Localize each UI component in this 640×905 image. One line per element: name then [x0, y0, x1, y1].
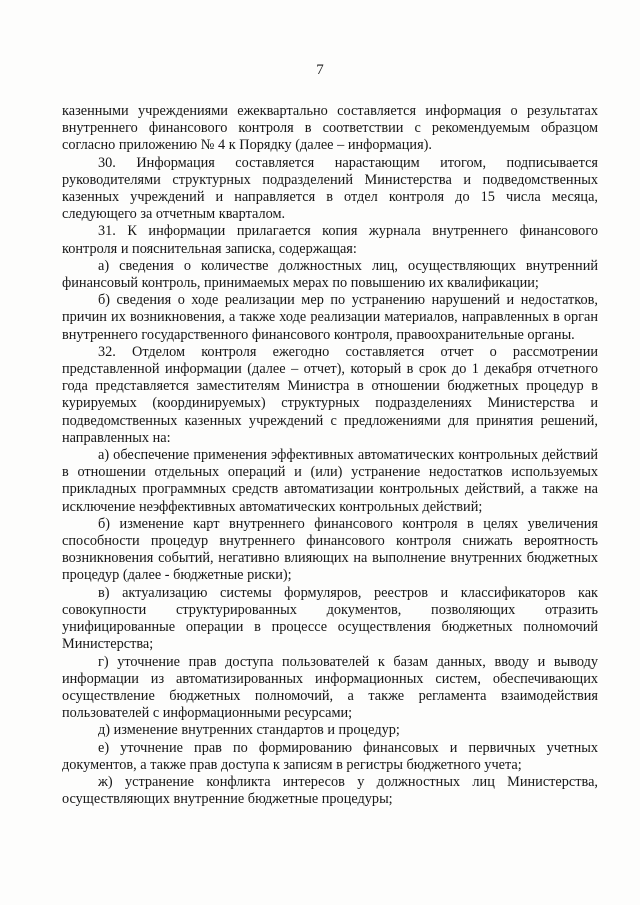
paragraph-32-item-e: е) уточнение прав по формированию финансовых и первичных учетных документов, а также прав доступа к записям в регистры бюджетного учета; — [62, 739, 598, 773]
paragraph-32-item-a: а) обеспечение применения эффективных автоматических контрольных действий в отношении отдельных операций и (или) устранение недостатков используемых прикладных программных средств автоматизации контрольных действий, а также на исключение неэффективных автоматических контрольных действий; — [62, 447, 598, 515]
page-number: 7 — [316, 62, 324, 78]
paragraph-30: 30. Информация составляется нарастающим итогом, подписывается руководителями структурных подразделений Министерства и подведомственных казенных учреждений и направляется в отдел контроля до 15 числа месяца, следующего за отчетным кварталом. — [62, 154, 598, 223]
paragraph-continuation: казенными учреждениями ежеквартально составляется информация о результатах внутреннего финансового контроля в соответствии с рекомендуемым образцом согласно приложению № 4 к Порядку (далее – информация). — [62, 103, 598, 154]
paragraph-31-item-b: б) сведения о ходе реализации мер по устранению нарушений и недостатков, причин их возникновения, а также ходе реализации материалов, направленных в орган внутреннего государственного финансового контроля, правоохранительные органы. — [62, 292, 598, 343]
paragraph-32-item-zh: ж) устранение конфликта интересов у должностных лиц Министерства, осуществляющих внутренние бюджетные процедуры; — [62, 773, 598, 808]
paragraph-31: 31. К информации прилагается копия журнала внутреннего финансового контроля и пояснительная записка, содержащая: — [62, 223, 598, 257]
document-body — [62, 103, 598, 808]
paragraph-31-item-a: а) сведения о количестве должностных лиц, осуществляющих внутренний финансовый контроль, принимаемых мерах по повышению их квалификации; — [62, 257, 598, 292]
paragraph-32-item-d: д) изменение внутренних стандартов и процедур; — [98, 722, 400, 739]
paragraph-32: 32. Отделом контроля ежегодно составляется отчет о рассмотрении представленной информации (далее – отчет), который в срок до 1 декабря отчетного года представляется заместителям Министра в отношении бюджетных процедур в курируемых (координируемых) структурных подразделениях Министерства и подведомственных казенных учреждений с предложениями для принятия решений, направленных на: — [62, 343, 598, 446]
paragraph-32-item-b: б) изменение карт внутреннего финансового контроля в целях увеличения способности процедур внутреннего финансового контроля снижать вероятность возникновения событий, негативно влияющих на выполнение внутренних бюджетных процедур (далее - бюджетные риски); — [62, 515, 598, 584]
paragraph-32-item-g: г) уточнение прав доступа пользователей к базам данных, вводу и выводу информации из автоматизированных информационных систем, обеспечивающих осуществление бюджетных полномочий, а также регламента взаимодействия пользователей с информационными ресурсами; — [62, 653, 598, 722]
paragraph-32-item-v: в) актуализацию системы формуляров, реестров и классификаторов как совокупности структурированных документов, позволяющих отразить унифицированные операции в процессе осуществления бюджетных полномочий Министерства; — [62, 584, 598, 653]
